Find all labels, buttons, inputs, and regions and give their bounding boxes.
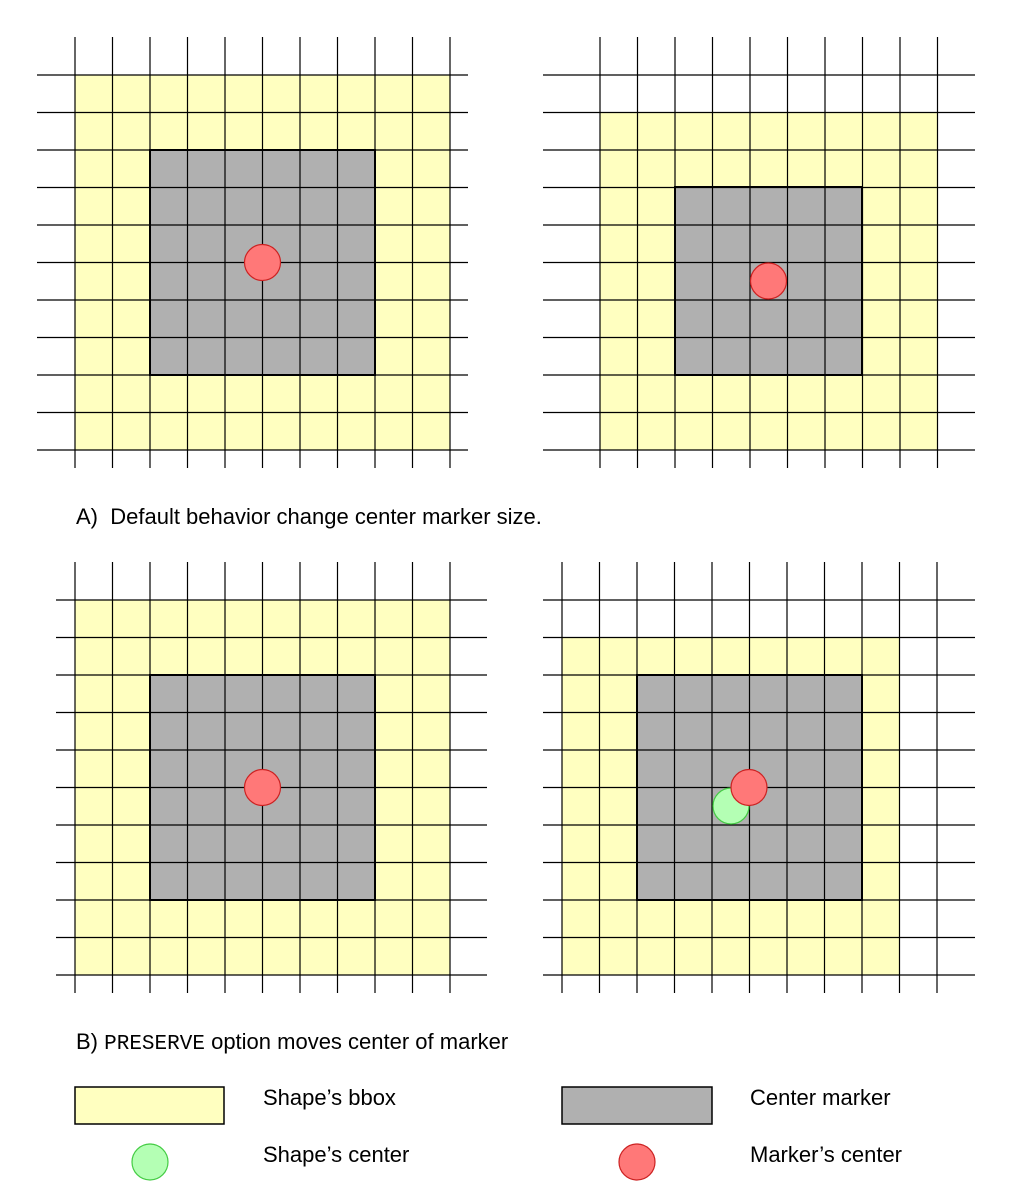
legend-shape-center-label: Shape’s center [263, 1142, 410, 1167]
panel-b-left-marker-center [245, 770, 281, 806]
panel-b-right-marker-center [731, 770, 767, 806]
legend-marker-center-swatch [619, 1144, 655, 1180]
caption-b-label: B) [76, 1029, 98, 1054]
caption-b [76, 1029, 508, 1056]
caption-b-text: option moves center of marker [211, 1029, 509, 1054]
legend-marker-label: Center marker [750, 1085, 891, 1110]
panel-a-right-marker-center [751, 263, 787, 299]
legend-bbox-swatch [75, 1087, 224, 1124]
caption-a-label: A) [76, 504, 98, 529]
caption-a [76, 504, 542, 530]
caption-b-code: PRESERVE [104, 1033, 205, 1056]
panel-a-left-marker-center [245, 245, 281, 281]
caption-a-text: Default behavior change center marker size. [110, 504, 542, 529]
legend-marker-center-label: Marker’s center [750, 1142, 903, 1167]
legend-shape-center-swatch [132, 1144, 168, 1180]
legend-marker-swatch [562, 1087, 712, 1124]
legend-bbox-label: Shape’s bbox [263, 1085, 396, 1110]
